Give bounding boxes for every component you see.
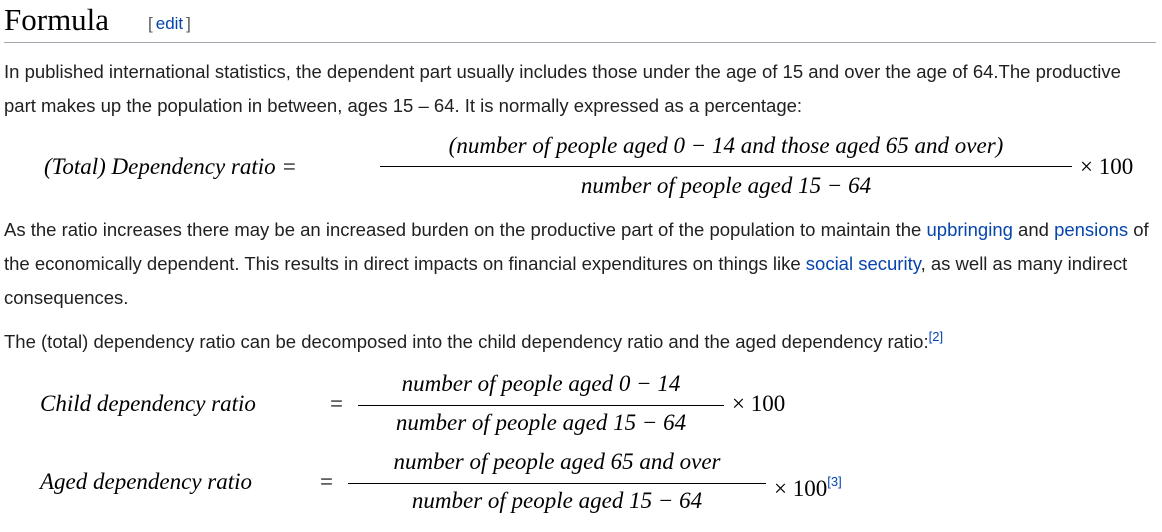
formula-total-denominator: number of people aged 15 − 64 [580,173,872,198]
formula-child-numerator: number of people aged 0 − 14 [401,371,681,396]
reference-2[interactable]: [2] [928,329,944,344]
reference-3[interactable]: [3] [827,474,842,489]
burden-text-3: of the economically dependent. This results in direct impacts on financial expenditures on things like [4,219,1149,274]
link-social-security[interactable]: social security [805,253,921,274]
formula-aged-multiplier: × 100 [774,476,828,501]
edit-bracket-close: ] [186,14,191,33]
formula-aged-fraction [348,446,766,520]
edit-bracket-open: [ [148,14,153,33]
burden-text-4: , as well as many indirect consequences. [4,253,1128,308]
edit-link[interactable]: edit [155,14,184,33]
burden-text-1: As the ratio increases there may be an increased burden on the productive part of the population to maintain the [4,219,927,240]
formula-aged-eq: = [320,469,333,494]
burden-text-2: and [1012,219,1055,240]
formula-child-denominator: number of people aged 15 − 64 [395,410,687,435]
link-upbringing[interactable]: upbringing [926,219,1013,240]
formula-aged-denominator: number of people aged 15 − 64 [411,488,703,513]
formula-total-multiplier: × 100 [1080,154,1134,179]
formula-total-lhs: (Total) Dependency ratio = [44,154,297,179]
formula-aged-multiplier-wrap [774,467,842,504]
section-title: Formula [4,2,110,37]
formula-aged-numerator: number of people aged 65 and over [393,449,721,474]
formula-child-lhs: Child dependency ratio [40,391,256,416]
link-pensions[interactable]: pensions [1054,219,1129,240]
formula-child-eq: = [330,391,343,416]
formula-child-multiplier: × 100 [732,391,786,416]
formula-aged-lhs: Aged dependency ratio [40,469,253,494]
decompose-text: The (total) dependency ratio can be decomposed into the child dependency ratio and the aged dependency ratio: [4,331,929,352]
formula-total-numerator: (number of people aged 0 − 14 and those aged 65 and over) [448,133,1004,158]
intro-paragraph: In published international statistics, the dependent part usually includes those under the age of 15 and over the age of 64.The productive part makes up the population in between, ages 15 – 64. It is normally expressed as a percentage: [4,61,1121,116]
fraction-bar [348,483,766,484]
